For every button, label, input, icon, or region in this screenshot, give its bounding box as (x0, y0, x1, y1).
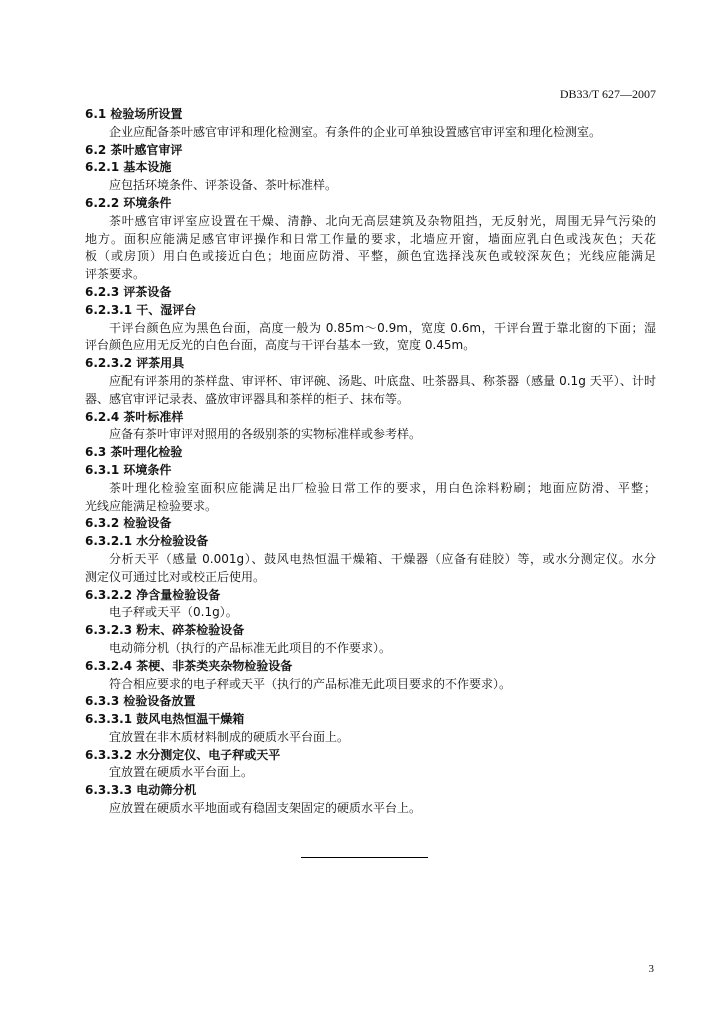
end-of-text-rule (301, 857, 428, 858)
paragraph-line: 应包括环境条件、评茶设备、茶叶标准样。 (109, 178, 338, 193)
section-heading: 6.3.2.4 茶梗、非茶类夹杂物检验设备 (85, 658, 293, 673)
paragraph-line: 宜放置在非木质材料制成的硬质水平台面上。 (109, 729, 350, 744)
section-heading: 6.2.2 环境条件 (85, 195, 172, 210)
section-heading: 6.2.1 基本设施 (85, 160, 172, 175)
paragraph-line: 评台颜色应用无反光的白色台面，高度与干评台基本一致，宽度 0.45m。 (85, 338, 476, 353)
section-heading: 6.3.1 环境条件 (85, 462, 172, 477)
document-body (85, 106, 656, 818)
paragraph-line: 符合相应要求的电子秤或天平（执行的产品标准无此项目要求的不作要求）。 (109, 676, 512, 691)
paragraph-line: 地方。面积应能满足感官审评操作和日常工作量的要求，北墙应开窗，墙面应乳白色或浅灰色；天花 (85, 231, 656, 246)
paragraph-line: 应备有茶叶审评对照用的各级别茶的实物标准样或参考样。 (109, 427, 422, 442)
section-heading: 6.3.2.3 粉末、碎茶检验设备 (85, 623, 245, 638)
paragraph-line: 光线应能满足检验要求。 (85, 498, 218, 513)
section-heading: 6.1 检验场所设置 (85, 107, 183, 121)
section-heading: 6.2.4 茶叶标准样 (85, 409, 184, 424)
paragraph-line: 干评台颜色应为黑色台面，高度一般为 0.85m～0.9m，宽度 0.6m，干评台置于靠北窗的下面；湿 (109, 320, 656, 335)
paragraph-line: 应放置在硬质水平地面或有稳固支架固定的硬质水平台上。 (109, 801, 422, 816)
section-heading: 6.3 茶叶理化检验 (85, 445, 183, 460)
section-heading: 6.3.3.2 水分测定仪、电子秤或天平 (85, 747, 281, 762)
document-code: DB33/T 627—2007 (559, 87, 656, 101)
paragraph-line: 测定仪可通过比对或校正后使用。 (85, 569, 266, 584)
section-heading: 6.3.2 检验设备 (85, 516, 172, 531)
paragraph-line: 企业应配备茶叶感官审评和理化检测室。有条件的企业可单独设置感官审评室和理化检测室。 (109, 124, 602, 139)
section-heading: 6.3.2.2 净含量检验设备 (85, 587, 221, 602)
paragraph-line: 宜放置在硬质水平台面上。 (109, 765, 254, 780)
section-heading: 6.2 茶叶感官审评 (85, 142, 183, 157)
paragraph-line: 电子秤或天平（0.1g）。 (109, 605, 238, 620)
paragraph-line: 应配有评茶用的茶样盘、审评杯、审评碗、汤匙、叶底盘、吐茶器具、称茶器（感量 0.1g 天平）、计时 (109, 373, 656, 388)
section-heading: 6.2.3.2 评茶用具 (85, 356, 185, 371)
paragraph-line: 评茶要求。 (85, 267, 146, 282)
section-heading: 6.3.3.3 电动筛分机 (85, 783, 197, 798)
page-number: 3 (648, 963, 654, 975)
section-heading: 6.2.3.1 干、湿评台 (85, 302, 197, 317)
section-heading: 6.3.3.1 鼓风电热恒温干燥箱 (85, 712, 245, 727)
paragraph-line: 器、感官审评记录表、盛放审评器具和茶样的柜子、抹布等。 (85, 391, 410, 406)
paragraph-line: 分析天平（感量 0.001g）、鼓风电热恒温干燥箱、干燥器（应备有硅胶）等，或水分测定仪。水分 (109, 551, 656, 566)
section-heading: 6.3.2.1 水分检验设备 (85, 534, 209, 549)
section-heading: 6.2.3 评茶设备 (85, 284, 172, 299)
paragraph-line: 茶叶感官审评室应设置在干燥、清静、北向无高层建筑及杂物阻挡，无反射光，周围无异气污染的 (109, 213, 656, 228)
paragraph-line: 板（或房顶）用白色或接近白色；地面应防滑、平整，颜色宜选择浅灰色或较深灰色；光线应能满足 (85, 249, 656, 264)
paragraph-line: 茶叶理化检验室面积应能满足出厂检验日常工作的要求，用白色涂料粉刷；地面应防滑、平整； (109, 480, 656, 495)
paragraph-line: 电动筛分机（执行的产品标准无此项目的不作要求）。 (109, 640, 392, 655)
section-heading: 6.3.3 检验设备放置 (85, 694, 196, 709)
